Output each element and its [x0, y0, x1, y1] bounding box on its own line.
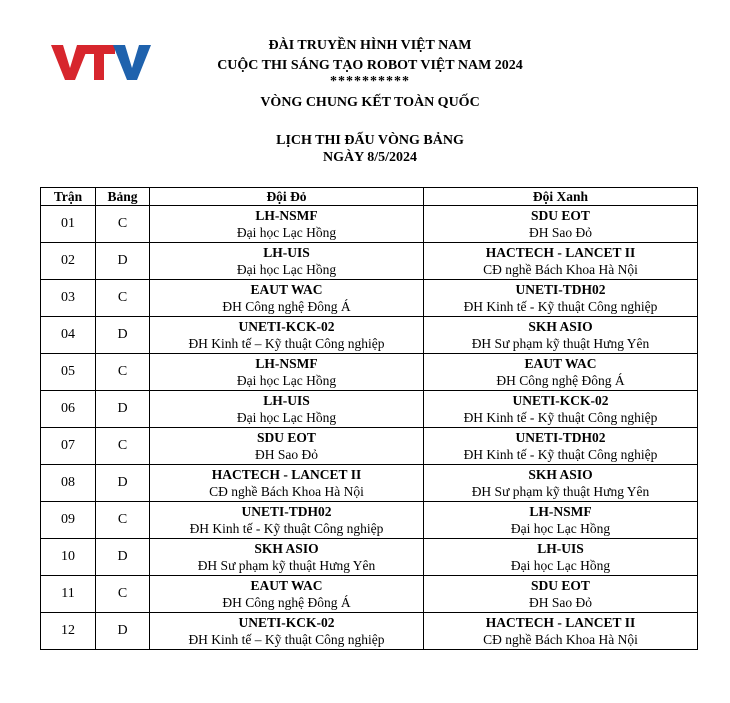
blue-team-school: Đại học Lạc Hồng — [510, 521, 611, 536]
match-number: 02 — [41, 243, 96, 280]
col-header-group: Bảng — [96, 188, 150, 206]
red-team-cell — [150, 317, 424, 354]
blue-team-name: SDU EOT — [531, 578, 590, 593]
blue-team-school: ĐH Sao Đỏ — [529, 225, 592, 240]
blue-team-name: HACTECH - LANCET II — [485, 245, 636, 260]
red-team-cell — [150, 576, 424, 613]
table-row — [41, 391, 698, 428]
group-letter: D — [96, 539, 150, 576]
blue-team-name: SDU EOT — [531, 208, 590, 223]
table-row — [41, 428, 698, 465]
group-letter: C — [96, 280, 150, 317]
red-team-name: HACTECH - LANCET II — [211, 467, 362, 482]
red-team-cell — [150, 465, 424, 502]
blue-team-school: ĐH Công nghệ Đông Á — [496, 373, 625, 388]
red-team-school: ĐH Công nghệ Đông Á — [222, 595, 351, 610]
red-team-name: EAUT WAC — [250, 578, 323, 593]
blue-team-school: ĐH Kinh tế - Kỹ thuật Công nghiệp — [463, 447, 658, 462]
match-number: 07 — [41, 428, 96, 465]
blue-team-name: HACTECH - LANCET II — [485, 615, 636, 630]
red-team-school: Đại học Lạc Hồng — [236, 262, 337, 277]
blue-team-school: ĐH Sao Đỏ — [529, 595, 592, 610]
schedule-title: LỊCH THI ĐẤU VÒNG BẢNG — [276, 133, 464, 148]
group-letter: D — [96, 243, 150, 280]
match-number: 04 — [41, 317, 96, 354]
group-letter: D — [96, 317, 150, 354]
table-row — [41, 465, 698, 502]
blue-team-name: UNETI-TDH02 — [515, 430, 606, 445]
red-team-cell — [150, 428, 424, 465]
red-team-school: CĐ nghề Bách Khoa Hà Nội — [209, 484, 364, 499]
table-row — [41, 539, 698, 576]
blue-team-name: EAUT WAC — [524, 356, 597, 371]
red-team-school: ĐH Công nghệ Đông Á — [222, 299, 351, 314]
red-team-school: Đại học Lạc Hồng — [236, 225, 337, 240]
schedule-table — [40, 187, 698, 650]
red-team-cell — [150, 243, 424, 280]
table-header-row — [41, 188, 698, 206]
table-row — [41, 613, 698, 650]
group-letter: C — [96, 576, 150, 613]
blue-team-cell — [424, 428, 698, 465]
red-team-school: ĐH Kinh tế – Kỹ thuật Công nghiệp — [188, 336, 385, 351]
table-row — [41, 280, 698, 317]
red-team-cell — [150, 539, 424, 576]
red-team-name: UNETI-TDH02 — [241, 504, 332, 519]
blue-team-name: SKH ASIO — [528, 319, 593, 334]
round-title: VÒNG CHUNG KẾT TOÀN QUỐC — [260, 95, 480, 110]
group-letter: C — [96, 502, 150, 539]
blue-team-name: UNETI-TDH02 — [515, 282, 606, 297]
match-number: 06 — [41, 391, 96, 428]
blue-team-cell — [424, 613, 698, 650]
red-team-school: ĐH Kinh tế - Kỹ thuật Công nghiệp — [189, 521, 384, 536]
title-separator: ********** — [330, 74, 410, 89]
table-row — [41, 502, 698, 539]
red-team-name: UNETI-KCK-02 — [238, 615, 335, 630]
red-team-name: LH-NSMF — [255, 208, 318, 223]
red-team-name: SKH ASIO — [254, 541, 319, 556]
red-team-name: LH-NSMF — [255, 356, 318, 371]
table-row — [41, 206, 698, 243]
red-team-name: EAUT WAC — [250, 282, 323, 297]
col-header-match: Trận — [41, 188, 96, 206]
group-letter: D — [96, 613, 150, 650]
blue-team-cell — [424, 539, 698, 576]
col-header-red-team: Đội Đỏ — [150, 188, 424, 206]
blue-team-cell — [424, 243, 698, 280]
blue-team-school: ĐH Sư phạm kỹ thuật Hưng Yên — [471, 484, 650, 499]
blue-team-name: UNETI-KCK-02 — [512, 393, 609, 408]
red-team-cell — [150, 502, 424, 539]
schedule-body — [41, 206, 698, 650]
blue-team-cell — [424, 354, 698, 391]
schedule-date: NGÀY 8/5/2024 — [323, 150, 417, 165]
match-number: 11 — [41, 576, 96, 613]
blue-team-name: SKH ASIO — [528, 467, 593, 482]
table-row — [41, 317, 698, 354]
blue-team-school: Đại học Lạc Hồng — [510, 558, 611, 573]
blue-team-cell — [424, 465, 698, 502]
table-row — [41, 576, 698, 613]
blue-team-cell — [424, 391, 698, 428]
red-team-school: Đại học Lạc Hồng — [236, 373, 337, 388]
contest-title: CUỘC THI SÁNG TẠO ROBOT VIỆT NAM 2024 — [217, 58, 523, 73]
match-number: 09 — [41, 502, 96, 539]
vtv-logo — [51, 42, 151, 82]
blue-team-cell — [424, 502, 698, 539]
group-letter: C — [96, 428, 150, 465]
group-letter: C — [96, 354, 150, 391]
red-team-name: LH-UIS — [263, 245, 310, 260]
table-row — [41, 354, 698, 391]
table-row — [41, 243, 698, 280]
match-number: 01 — [41, 206, 96, 243]
red-team-school: ĐH Sư phạm kỹ thuật Hưng Yên — [197, 558, 376, 573]
red-team-name: LH-UIS — [263, 393, 310, 408]
blue-team-school: ĐH Kinh tế - Kỹ thuật Công nghiệp — [463, 299, 658, 314]
org-title: ĐÀI TRUYỀN HÌNH VIỆT NAM — [268, 38, 472, 53]
red-team-school: Đại học Lạc Hồng — [236, 410, 337, 425]
blue-team-cell — [424, 576, 698, 613]
col-header-blue-team: Đội Xanh — [424, 188, 698, 206]
red-team-school: ĐH Kinh tế – Kỹ thuật Công nghiệp — [188, 632, 385, 647]
red-team-cell — [150, 206, 424, 243]
blue-team-school: ĐH Sư phạm kỹ thuật Hưng Yên — [471, 336, 650, 351]
blue-team-cell — [424, 317, 698, 354]
match-number: 08 — [41, 465, 96, 502]
red-team-cell — [150, 354, 424, 391]
blue-team-name: LH-NSMF — [529, 504, 592, 519]
blue-team-school: CĐ nghề Bách Khoa Hà Nội — [483, 262, 638, 277]
red-team-cell — [150, 613, 424, 650]
match-number: 10 — [41, 539, 96, 576]
group-letter: C — [96, 206, 150, 243]
blue-team-cell — [424, 280, 698, 317]
blue-team-school: ĐH Kinh tế - Kỹ thuật Công nghiệp — [463, 410, 658, 425]
group-letter: D — [96, 391, 150, 428]
match-number: 03 — [41, 280, 96, 317]
blue-team-name: LH-UIS — [537, 541, 584, 556]
blue-team-school: CĐ nghề Bách Khoa Hà Nội — [483, 632, 638, 647]
match-number: 05 — [41, 354, 96, 391]
red-team-name: UNETI-KCK-02 — [238, 319, 335, 334]
group-letter: D — [96, 465, 150, 502]
red-team-cell — [150, 391, 424, 428]
red-team-school: ĐH Sao Đỏ — [255, 447, 318, 462]
blue-team-cell — [424, 206, 698, 243]
red-team-cell — [150, 280, 424, 317]
match-number: 12 — [41, 613, 96, 650]
red-team-name: SDU EOT — [257, 430, 316, 445]
